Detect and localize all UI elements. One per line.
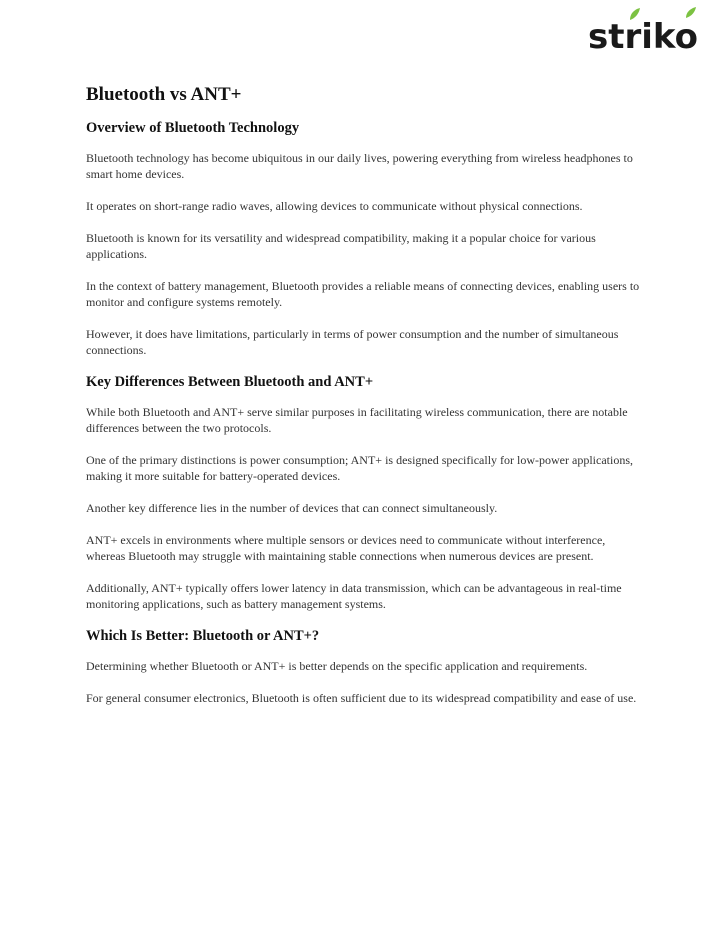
paragraph: ANT+ excels in environments where multiple sensors or devices need to communicate without interference, whereas Bluetooth may struggle with maintaining stable connections when numerous devices are present. — [86, 533, 606, 563]
paragraph: Another key difference lies in the number of devices that can connect simultaneously. — [86, 501, 498, 515]
section-heading: Key Differences Between Bluetooth and ANT+ — [86, 374, 374, 390]
paragraph: Additionally, ANT+ typically offers lower latency in data transmission, which can be advantageous in real-time monitoring applications, such as battery management systems. — [86, 581, 622, 611]
paragraph: Bluetooth is known for its versatility and widespread compatibility, making it a popular choice for various applications. — [86, 231, 596, 261]
document-title: Bluetooth vs ANT+ — [86, 84, 242, 105]
paragraph: One of the primary distinctions is power consumption; ANT+ is designed specifically for low-power applications, making it more suitable for battery-operated devices. — [86, 453, 633, 483]
paragraph: It operates on short-range radio waves, allowing devices to communicate without physical connections. — [86, 199, 583, 213]
section-key-differences — [86, 374, 646, 612]
svg-text:striko: striko — [588, 17, 698, 54]
paragraph: Bluetooth technology has become ubiquitous in our daily lives, powering everything from wireless headphones to smart home devices. — [86, 151, 633, 181]
paragraph: However, it does have limitations, particularly in terms of power consumption and the number of simultaneous connections. — [86, 327, 619, 357]
paragraph: In the context of battery management, Bluetooth provides a reliable means of connecting devices, enabling users to monitor and configure systems remotely. — [86, 279, 640, 309]
section-heading: Which Is Better: Bluetooth or ANT+? — [86, 628, 320, 644]
paragraph: While both Bluetooth and ANT+ serve similar purposes in facilitating wireless communication, there are notable differences between the two protocols. — [86, 405, 628, 435]
striko-logo-image — [586, 6, 704, 54]
striko-logo — [586, 6, 704, 54]
document-body — [86, 84, 646, 722]
section-heading: Overview of Bluetooth Technology — [86, 120, 300, 136]
paragraph: For general consumer electronics, Bluetooth is often sufficient due to its widespread compatibility and ease of use. — [86, 691, 637, 705]
paragraph: Determining whether Bluetooth or ANT+ is better depends on the specific application and requirements. — [86, 659, 588, 673]
section-which-is-better — [86, 628, 646, 706]
section-overview — [86, 120, 646, 358]
